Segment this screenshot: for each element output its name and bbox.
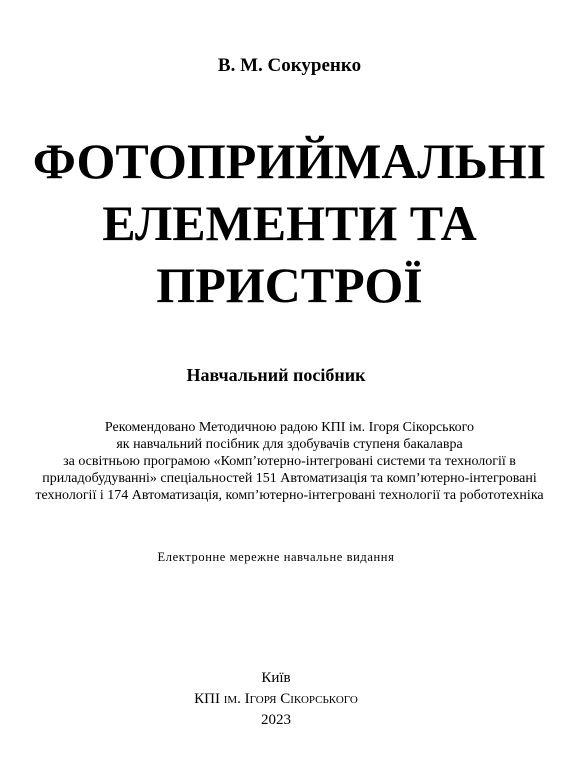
imprint-year: 2023 — [261, 712, 291, 728]
recommendation-line-4: приладобудуванні» спеціальностей 151 Автоматизація та комп’ютерно-інтегровані — [42, 471, 537, 486]
recommendation-line-1: Рекомендовано Методичною радою КПІ ім. Ігоря Сікорського — [104, 420, 475, 435]
book-title-line-3: ПРИСТРОЇ — [156, 257, 423, 313]
book-title-line-1: ФОТОПРИЙМАЛЬНІ — [32, 133, 547, 189]
edition-note: Електронне мережне навчальне видання — [157, 550, 395, 564]
author-name: В. М. Сокуренко — [217, 55, 362, 76]
recommendation-line-2: як навчальний посібник для здобувачів ступеня бакалавра — [116, 437, 463, 452]
book-title-line-2: ЕЛЕМЕНТИ ТА — [102, 195, 477, 251]
book-subtitle: Навчальний посібник — [186, 365, 366, 385]
book-title — [0, 130, 579, 316]
imprint-publisher: КПІ ім. Ігоря Сікорського — [194, 691, 358, 707]
recommendation-line-3: за освітньою програмою «Комп’ютерно-інтегровані системи та технології в — [63, 454, 516, 469]
recommendation-line-5: технології і 174 Автоматизація, комп’ютерно-інтегровані технології та робототехніка — [35, 488, 544, 503]
imprint — [0, 668, 552, 731]
recommendation-text — [0, 419, 579, 504]
imprint-city: Київ — [261, 670, 291, 686]
